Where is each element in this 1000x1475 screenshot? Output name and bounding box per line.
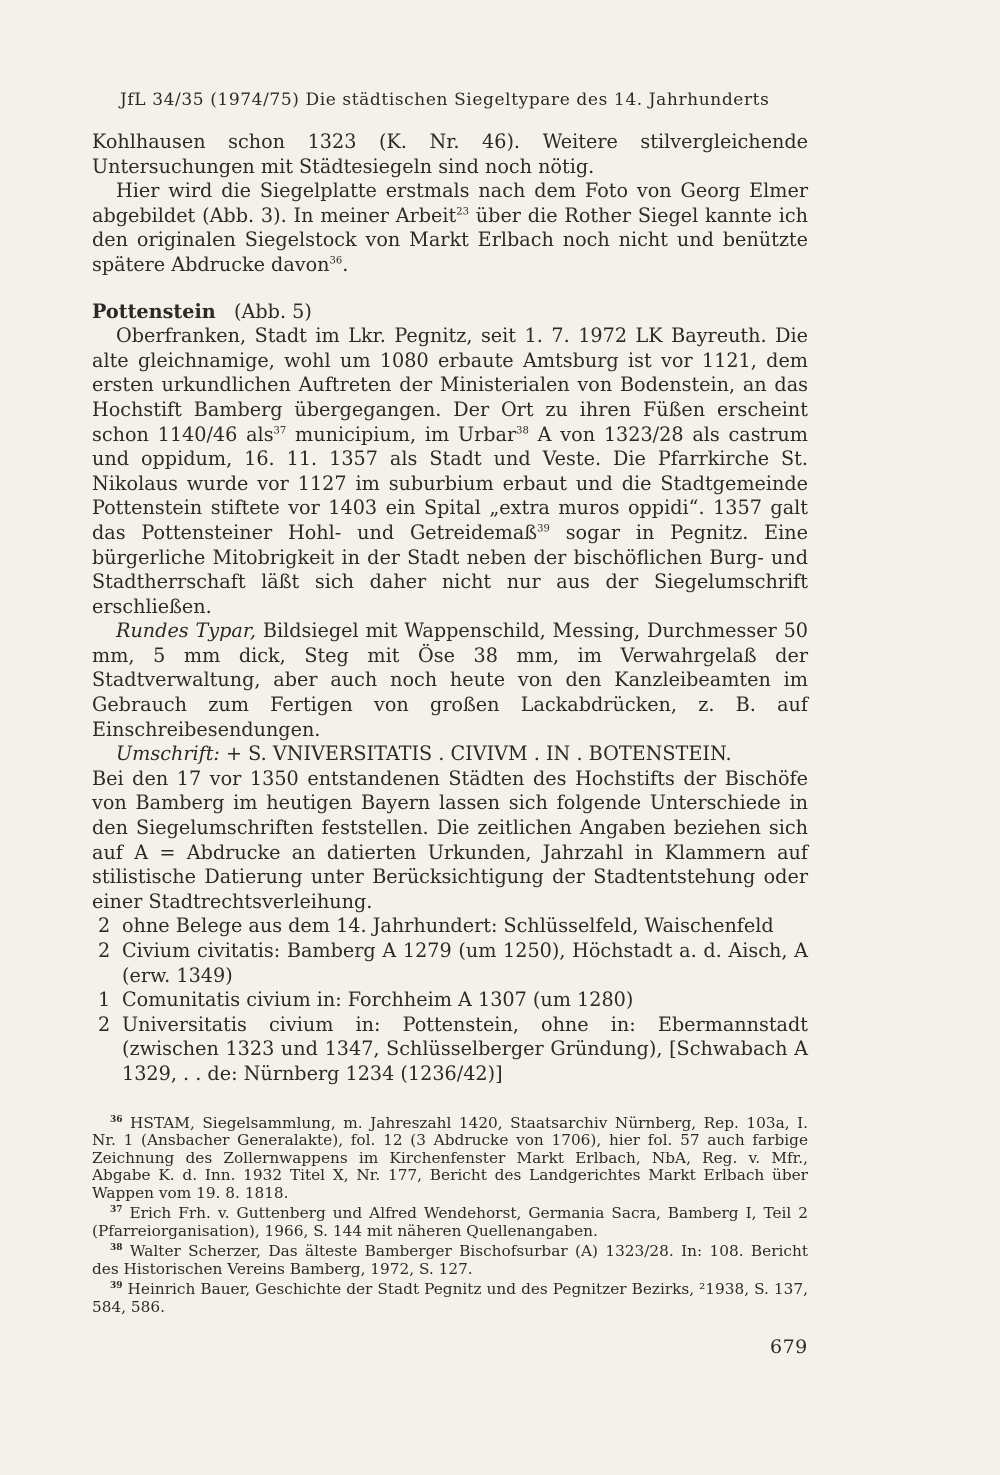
- typar-description: Bildsiegel mit Wappenschild, Messing, Durchmesser 50 mm, 5 mm dick, Steg mit Öse 38 mm, im Verwahrgelaß der Stadtverwaltung, aber auch noch heute von den Kanzleibeamten im Gebrauch zum Fertigen von großen Lackabdrücken, z. B. auf Einschreibesendungen.: [92, 619, 808, 741]
- intro-p2-text-b: über die Rother Siegel kannte ich den originalen Siegelstock von Markt Erlbach noch nicht und benützte spätere Abdrucke davon: [92, 203, 808, 276]
- section-title: Pottenstein: [92, 299, 216, 323]
- section-paragraph-1: [92, 324, 808, 619]
- list-item-number: 2: [98, 914, 111, 938]
- list-item-text: Universitatis civium in: Pottenstein, ohne in: Ebermannstadt (zwischen 1323 und 1347, Schlüsselberger Gründung), [Schwabach A 1329, . . de: Nürnberg 1234 (1236/42)]: [122, 1012, 808, 1085]
- page-number: 679: [770, 1336, 808, 1358]
- section-paragraph-4: Bei den 17 vor 1350 entstandenen Städten des Hochstifts der Bischöfe von Bamberg im heutigen Bayern lassen sich folgende Unterschiede in den Siegelumschriften feststellen. Die zeitlichen Angaben beziehen sich auf A = Abdrucke an datierten Urkunden, Jahrzahl in Klammern auf stilistische Datierung unter Berücksichtigung der Stadtentstehung oder einer Stadtrechtsverleihung.: [92, 766, 808, 913]
- list-item: [92, 939, 808, 988]
- section-p1-a: Oberfranken, Stadt im Lkr. Pegnitz, seit 1. 7. 1972 LK Bayreuth. Die alte gleichnamige, wohl um 1080 erbaute Amtsburg ist vor 1121, dem ersten urkundlichen Auftreten der Ministerialen von Bodenstein, an das Hochstift Bamberg übergegangen. Der Ort zu ihren Füßen erscheint schon 1140/46 als: [92, 324, 808, 446]
- footnote-ref-23: 23: [456, 206, 469, 218]
- intro-paragraph-1: Kohlhausen schon 1323 (K. Nr. 46). Weitere stilvergleichende Untersuchungen mit Städtesiegeln sind noch nötig.: [92, 130, 808, 178]
- footnote-ref-36: 36: [329, 255, 343, 267]
- footnote-number: 36: [110, 1114, 123, 1125]
- footnote-text: HSTAM, Siegelsammlung, m. Jahreszahl 1420, Staatsarchiv Nürnberg, Rep. 103a, I. Nr. 1 (Ansbacher Generalakte), fol. 12 (3 Abdrucke von 1706), hier fol. 57 auch farbige Zeichnung des Zollernwappens im Kirchenfenster Markt Erlbach, NbA, Reg. v. Mfr., Abgabe K. d. Inn. 1932 Titel X, Nr. 177, Bericht des Landgerichtes Markt Erlbach über Wappen vom 19. 8. 1818.: [92, 1113, 808, 1202]
- intro-p2-text-a: Hier wird die Siegelplatte erstmals nach dem Foto von Georg Elmer abgebildet (Abb. 3). In meiner Arbeit: [92, 179, 808, 227]
- footnote-37: [92, 1205, 808, 1240]
- footnote-number: 37: [110, 1204, 123, 1215]
- running-head: JfL 34/35 (1974/75) Die städtischen Siegeltypare des 14. Jahrhunderts: [120, 90, 770, 110]
- footnote-ref-38: 38: [516, 425, 529, 437]
- section-p1-d: sogar in Pegnitz. Eine bürgerliche Mitobrigkeit in der Stadt neben der bischöflichen Burg- und Stadtherrschaft läßt sich daher nicht nur aus der Siegelumschrift erschließen.: [92, 520, 808, 618]
- footnote-38: [92, 1243, 808, 1278]
- list-item-text: ohne Belege aus dem 14. Jahrhundert: Schlüsselfeld, Waischenfeld: [122, 914, 774, 938]
- list-item-number: 1: [98, 988, 111, 1012]
- umschrift-label: Umschrift:: [116, 742, 220, 766]
- footnote-ref-37: 37: [273, 425, 287, 437]
- footnote-number: 39: [110, 1280, 123, 1291]
- typar-label: Rundes Typar,: [116, 619, 257, 643]
- footnotes: [92, 1115, 808, 1317]
- section-paragraph-2: [92, 619, 808, 742]
- list-item-number: 2: [98, 939, 111, 962]
- umschrift-text: + S. VNIVERSITATIS . CIVIVM . IN . BOTENSTEIN.: [219, 742, 732, 766]
- list-item: [92, 1013, 808, 1087]
- section-p1-b: municipium, im Urbar: [286, 422, 517, 446]
- list-item-number: 2: [98, 1012, 111, 1036]
- page-body: [92, 90, 808, 1319]
- footnote-number: 38: [110, 1242, 123, 1253]
- footnote-text: Erich Frh. v. Guttenberg und Alfred Wendehorst, Germania Sacra, Bamberg I, Teil 2 (Pfarreiorganisation), 1966, S. 144 mit näheren Quellenangaben.: [92, 1204, 808, 1240]
- footnote-ref-39: 39: [537, 523, 550, 535]
- intro-text: [92, 130, 808, 278]
- footnote-39: [92, 1281, 808, 1316]
- section-text: [92, 324, 808, 914]
- intro-paragraph-2: [92, 179, 808, 277]
- footnote-text: Heinrich Bauer, Geschichte der Stadt Pegnitz und des Pegnitzer Bezirks, ²1938, S. 137, 584, 586.: [92, 1280, 808, 1316]
- list-item-text: Comunitatis civium in: Forchheim A 1307 (um 1280): [122, 988, 634, 1012]
- list-item: [92, 988, 808, 1013]
- section-p1-c: A von 1323/28 als castrum und oppidum, 16. 11. 1357 als Stadt und Veste. Die Pfarrkirche St. Nikolaus wurde vor 1127 im suburbium erbaut und die Stadtgemeinde Pottenstein stiftete vor 1403 ein Spital „extra muros oppidi“. 1357 galt das Pottensteiner Hohl- und Getreidemaß: [92, 422, 808, 544]
- section-heading: [92, 300, 808, 325]
- section-figure-ref: (Abb. 5): [234, 299, 312, 323]
- seal-inscription-list: [92, 914, 808, 1086]
- list-item: [92, 914, 808, 939]
- footnote-text: Walter Scherzer, Das älteste Bamberger Bischofsurbar (A) 1323/28. In: 108. Bericht des Historischen Vereins Bamberg, 1972, S. 127.: [92, 1242, 808, 1278]
- intro-p2-text-c: .: [342, 252, 349, 276]
- footnote-36: [92, 1115, 808, 1203]
- list-item-text: Civium civitatis: Bamberg A 1279 (um 1250), Höchstadt a. d. Aisch, A (erw. 1349): [122, 939, 808, 987]
- section-paragraph-3: [92, 742, 808, 767]
